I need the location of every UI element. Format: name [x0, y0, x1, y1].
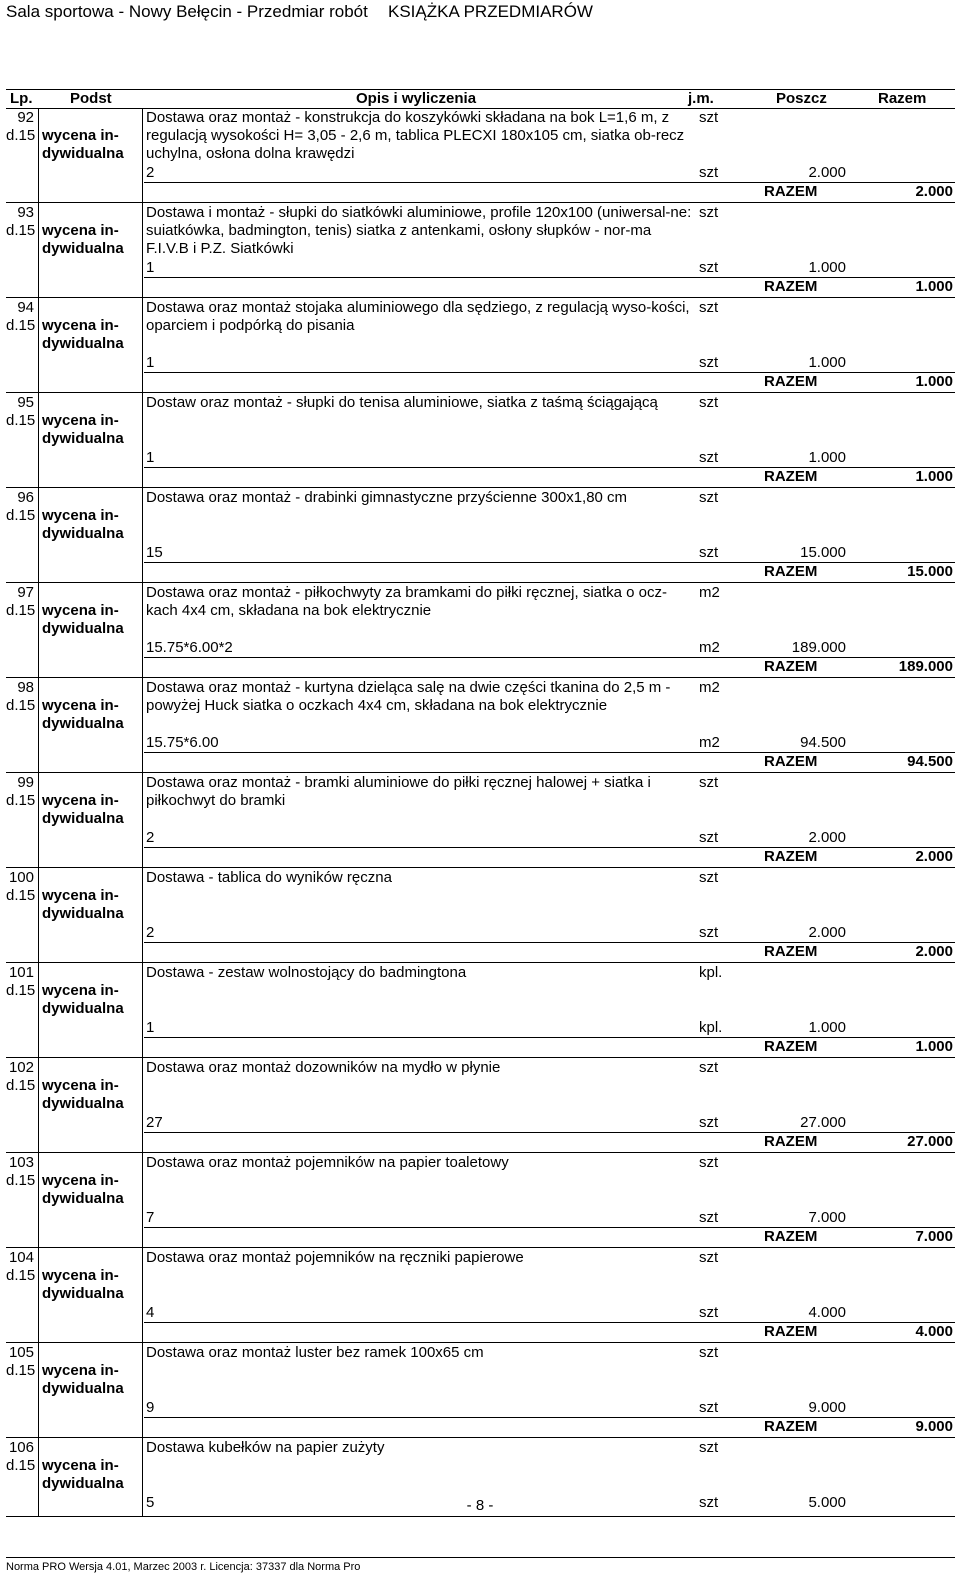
calculation-expression: 4: [146, 1304, 155, 1321]
total-label: RAZEM: [764, 658, 818, 675]
item-basis: wycena in-dywidualna: [42, 1457, 124, 1492]
table-row: [6, 108, 955, 203]
total-row: [144, 942, 955, 961]
lp-cell: [6, 393, 39, 487]
calculation-unit: szt: [699, 544, 719, 561]
calculation-unit: kpl.: [699, 1019, 723, 1036]
item-basis: wycena in-dywidualna: [42, 507, 124, 542]
item-description: Dostawa i montaż - słupki do siatkówki aluminiowe, profile 120x100 (uniwersal-ne: suiatkówka, badmington, tenis) siatka z antenkami, osłony słupków - nor-ma F.I.V.B i P.Z. Siatkówki: [146, 204, 692, 257]
item-section: d.15: [6, 887, 36, 904]
col-opis: Opis i wyliczenia: [356, 90, 477, 107]
item-section: d.15: [6, 602, 36, 619]
calculation-unit: szt: [699, 259, 719, 276]
total-label: RAZEM: [764, 563, 818, 580]
item-number: 98: [17, 679, 34, 696]
document-title: Sala sportowa - Nowy Bełęcin - Przedmiar robót: [6, 2, 368, 21]
calculation-expression: 2: [146, 829, 155, 846]
basis-cell: [39, 488, 143, 582]
basis-cell: [39, 963, 143, 1057]
item-description: Dostawa oraz montaż - drabinki gimnastyczne przyścienne 300x1,80 cm: [146, 489, 628, 506]
total-row: [144, 657, 955, 676]
item-unit: szt: [699, 204, 719, 221]
item-number: 102: [8, 1059, 34, 1076]
calculation-value: 1.000: [808, 354, 846, 371]
document-header: [6, 2, 593, 22]
item-description: Dostawa oraz montaż - piłkochwyty za bramkami do piłki ręcznej, siatka o ocz-kach 4x4 cm, składana na bok elektrycznie: [146, 584, 668, 619]
calculation-value: 189.000: [791, 639, 846, 656]
section-title: KSIĄŻKA PRZEDMIARÓW: [388, 2, 593, 21]
item-number: 93: [17, 204, 34, 221]
item-basis: wycena in-dywidualna: [42, 317, 124, 352]
item-unit: szt: [699, 774, 719, 791]
total-label: RAZEM: [764, 1228, 818, 1245]
item-description: Dostawa oraz montaż - konstrukcja do koszykówki składana na bok L=1,6 m, z regulacją wysokości H= 3,05 - 2,6 m, tablica PLECXI 180x105 cm, siatka ob-recz uchylna, osłona dolna krawędzi: [146, 109, 685, 162]
total-row: [144, 182, 955, 201]
calculation-unit: szt: [699, 1494, 719, 1511]
table-row: [6, 488, 955, 583]
item-number: 104: [8, 1249, 34, 1266]
col-lp: Lp.: [10, 90, 33, 107]
calculation-unit: szt: [699, 164, 719, 181]
item-section: d.15: [6, 412, 36, 429]
basis-cell: [39, 108, 143, 202]
calculation-expression: 7: [146, 1209, 155, 1226]
item-section: d.15: [6, 982, 36, 999]
col-podst: Podst: [70, 90, 112, 107]
item-basis: wycena in-dywidualna: [42, 602, 124, 637]
calculation-expression: 1: [146, 259, 155, 276]
basis-cell: [39, 773, 143, 867]
calculation-value: 9.000: [808, 1399, 846, 1416]
calculation-value: 2.000: [808, 829, 846, 846]
basis-cell: [39, 868, 143, 962]
calculation-value: 4.000: [808, 1304, 846, 1321]
lp-cell: [6, 488, 39, 582]
table-row: [6, 583, 955, 678]
item-section: d.15: [6, 222, 36, 239]
lp-cell: [6, 298, 39, 392]
table-row: [6, 203, 955, 298]
item-number: 97: [17, 584, 34, 601]
calculation-value: 1.000: [808, 449, 846, 466]
total-value: 1.000: [915, 278, 953, 295]
lp-cell: [6, 1343, 39, 1437]
total-value: 94.500: [907, 753, 953, 770]
calculation-value: 5.000: [808, 1494, 846, 1511]
item-number: 94: [17, 299, 34, 316]
item-description: Dostawa oraz montaż - bramki aluminiowe do piłki ręcznej halowej + siatka i piłkochwyt do bramki: [146, 774, 651, 809]
item-section: d.15: [6, 1267, 36, 1284]
item-number: 101: [8, 964, 34, 981]
total-label: RAZEM: [764, 373, 818, 390]
item-unit: szt: [699, 1439, 719, 1456]
total-row: [144, 1132, 955, 1151]
total-label: RAZEM: [764, 753, 818, 770]
total-label: RAZEM: [764, 848, 818, 865]
item-number: 92: [17, 109, 34, 126]
table-row: [6, 1248, 955, 1343]
item-description: Dostawa oraz montaż luster bez ramek 100x65 cm: [146, 1344, 484, 1361]
total-value: 27.000: [907, 1133, 953, 1150]
item-unit: szt: [699, 394, 719, 411]
basis-cell: [39, 203, 143, 297]
calculation-expression: 27: [146, 1114, 163, 1131]
total-label: RAZEM: [764, 278, 818, 295]
item-unit: szt: [699, 869, 719, 886]
table-row: [6, 1343, 955, 1438]
calculation-value: 15.000: [800, 544, 846, 561]
calculation-value: 7.000: [808, 1209, 846, 1226]
calculation-expression: 2: [146, 164, 155, 181]
item-unit: kpl.: [699, 964, 723, 981]
table-row: [6, 1153, 955, 1248]
lp-cell: [6, 583, 39, 677]
lp-cell: [6, 108, 39, 202]
calculation-unit: szt: [699, 354, 719, 371]
table-row: [6, 298, 955, 393]
item-description: Dostawa - zestaw wolnostojący do badmingtona: [146, 964, 467, 981]
total-label: RAZEM: [764, 1323, 818, 1340]
item-unit: m2: [699, 679, 720, 696]
item-section: d.15: [6, 1172, 36, 1189]
total-value: 9.000: [915, 1418, 953, 1435]
item-basis: wycena in-dywidualna: [42, 1267, 124, 1302]
calculation-unit: m2: [699, 734, 720, 751]
item-unit: szt: [699, 1154, 719, 1171]
table-row: [6, 393, 955, 488]
lp-cell: [6, 1058, 39, 1152]
calculation-value: 2.000: [808, 924, 846, 941]
item-description: Dostawa oraz montaż - kurtyna dzieląca salę na dwie części tkanina do 2,5 m - powyżej Huck siatka o oczkach 4x4 cm, składana na bok elektrycznie: [146, 679, 671, 714]
calculation-expression: 15: [146, 544, 163, 561]
item-unit: szt: [699, 1059, 719, 1076]
item-section: d.15: [6, 792, 36, 809]
total-value: 2.000: [915, 183, 953, 200]
item-section: d.15: [6, 1077, 36, 1094]
calculation-unit: szt: [699, 1399, 719, 1416]
total-label: RAZEM: [764, 1038, 818, 1055]
item-unit: szt: [699, 1249, 719, 1266]
table-row: [6, 773, 955, 868]
table-row: [6, 868, 955, 963]
table-row: [6, 963, 955, 1058]
calculation-expression: 5: [146, 1494, 155, 1511]
calculation-expression: 1: [146, 1019, 155, 1036]
item-number: 105: [8, 1344, 34, 1361]
total-label: RAZEM: [764, 943, 818, 960]
footer-license: Norma PRO Wersja 4.01, Marzec 2003 r. Licencja: 37337 dla Norma Pro: [6, 1557, 955, 1573]
total-value: 2.000: [915, 848, 953, 865]
total-label: RAZEM: [764, 1418, 818, 1435]
lp-cell: [6, 1153, 39, 1247]
calculation-expression: 2: [146, 924, 155, 941]
item-basis: wycena in-dywidualna: [42, 697, 124, 732]
item-basis: wycena in-dywidualna: [42, 1077, 124, 1112]
item-description: Dostawa oraz montaż stojaka aluminiowego dla sędziego, z regulacją wyso-kości, oparciem i podpórką do pisania: [146, 299, 690, 334]
calculation-unit: szt: [699, 449, 719, 466]
item-basis: wycena in-dywidualna: [42, 127, 124, 162]
item-section: d.15: [6, 317, 36, 334]
item-number: 95: [17, 394, 34, 411]
item-basis: wycena in-dywidualna: [42, 792, 124, 827]
total-label: RAZEM: [764, 468, 818, 485]
basis-cell: [39, 678, 143, 772]
lp-cell: [6, 868, 39, 962]
calculation-unit: szt: [699, 829, 719, 846]
calculation-unit: szt: [699, 1209, 719, 1226]
basis-cell: [39, 393, 143, 487]
col-jm: j.m.: [688, 90, 714, 107]
item-unit: szt: [699, 299, 719, 316]
calculation-expression: 15.75*6.00*2: [146, 639, 233, 656]
item-section: d.15: [6, 507, 36, 524]
lp-cell: [6, 678, 39, 772]
total-row: [144, 277, 955, 296]
item-number: 106: [8, 1439, 34, 1456]
table-header: [6, 89, 955, 109]
total-label: RAZEM: [764, 1133, 818, 1150]
lp-cell: [6, 773, 39, 867]
table-row: [6, 1058, 955, 1153]
total-value: 1.000: [915, 1038, 953, 1055]
total-row: [144, 372, 955, 391]
item-unit: szt: [699, 109, 719, 126]
item-basis: wycena in-dywidualna: [42, 1362, 124, 1397]
item-section: d.15: [6, 1457, 36, 1474]
item-number: 99: [17, 774, 34, 791]
item-basis: wycena in-dywidualna: [42, 982, 124, 1017]
calculation-value: 1.000: [808, 259, 846, 276]
calculation-expression: 1: [146, 354, 155, 371]
item-description: Dostawa kubełków na papier zużyty: [146, 1439, 385, 1456]
total-row: [144, 467, 955, 486]
calculation-unit: szt: [699, 924, 719, 941]
calculation-value: 1.000: [808, 1019, 846, 1036]
item-number: 103: [8, 1154, 34, 1171]
total-value: 7.000: [915, 1228, 953, 1245]
total-row: [144, 1417, 955, 1436]
page-number: - 8 -: [466, 1497, 494, 1514]
item-unit: szt: [699, 1344, 719, 1361]
lp-cell: [6, 1248, 39, 1342]
item-number: 100: [8, 869, 34, 886]
total-value: 1.000: [915, 468, 953, 485]
total-row: [144, 1322, 955, 1341]
item-section: d.15: [6, 127, 36, 144]
basis-cell: [39, 583, 143, 677]
total-value: 2.000: [915, 943, 953, 960]
item-basis: wycena in-dywidualna: [42, 1172, 124, 1207]
calculation-unit: szt: [699, 1114, 719, 1131]
item-description: Dostawa oraz montaż pojemników na ręczniki papierowe: [146, 1249, 524, 1266]
basis-cell: [39, 1343, 143, 1437]
col-razem: Razem: [878, 90, 927, 107]
basis-cell: [39, 1058, 143, 1152]
total-value: 15.000: [907, 563, 953, 580]
total-row: [144, 752, 955, 771]
item-unit: m2: [699, 584, 720, 601]
calculation-expression: 9: [146, 1399, 155, 1416]
item-description: Dostawa - tablica do wyników ręczna: [146, 869, 392, 886]
item-basis: wycena in-dywidualna: [42, 887, 124, 922]
basis-cell: [39, 1248, 143, 1342]
calculation-unit: m2: [699, 639, 720, 656]
item-number: 96: [17, 489, 34, 506]
item-section: d.15: [6, 1362, 36, 1379]
item-section: d.15: [6, 697, 36, 714]
calculation-expression: 15.75*6.00: [146, 734, 219, 751]
calculation-unit: szt: [699, 1304, 719, 1321]
item-unit: szt: [699, 489, 719, 506]
col-poszcz: Poszcz: [776, 90, 827, 107]
item-description: Dostaw oraz montaż - słupki do tenisa aluminiowe, siatka z taśmą ściągającą: [146, 394, 658, 411]
total-row: [144, 562, 955, 581]
total-row: [144, 847, 955, 866]
total-value: 1.000: [915, 373, 953, 390]
total-row: [144, 1037, 955, 1056]
lp-cell: [6, 203, 39, 297]
table-row: [6, 678, 955, 773]
basis-cell: [39, 1153, 143, 1247]
item-basis: wycena in-dywidualna: [42, 412, 124, 447]
item-description: Dostawa oraz montaż pojemników na papier toaletowy: [146, 1154, 509, 1171]
item-basis: wycena in-dywidualna: [42, 222, 124, 257]
calculation-value: 2.000: [808, 164, 846, 181]
lp-cell: [6, 963, 39, 1057]
calculation-expression: 1: [146, 449, 155, 466]
calculation-value: 94.500: [800, 734, 846, 751]
total-value: 4.000: [915, 1323, 953, 1340]
total-row: [144, 1227, 955, 1246]
basis-cell: [39, 298, 143, 392]
item-description: Dostawa oraz montaż dozowników na mydło w płynie: [146, 1059, 501, 1076]
calculation-value: 27.000: [800, 1114, 846, 1131]
total-value: 189.000: [898, 658, 953, 675]
total-label: RAZEM: [764, 183, 818, 200]
